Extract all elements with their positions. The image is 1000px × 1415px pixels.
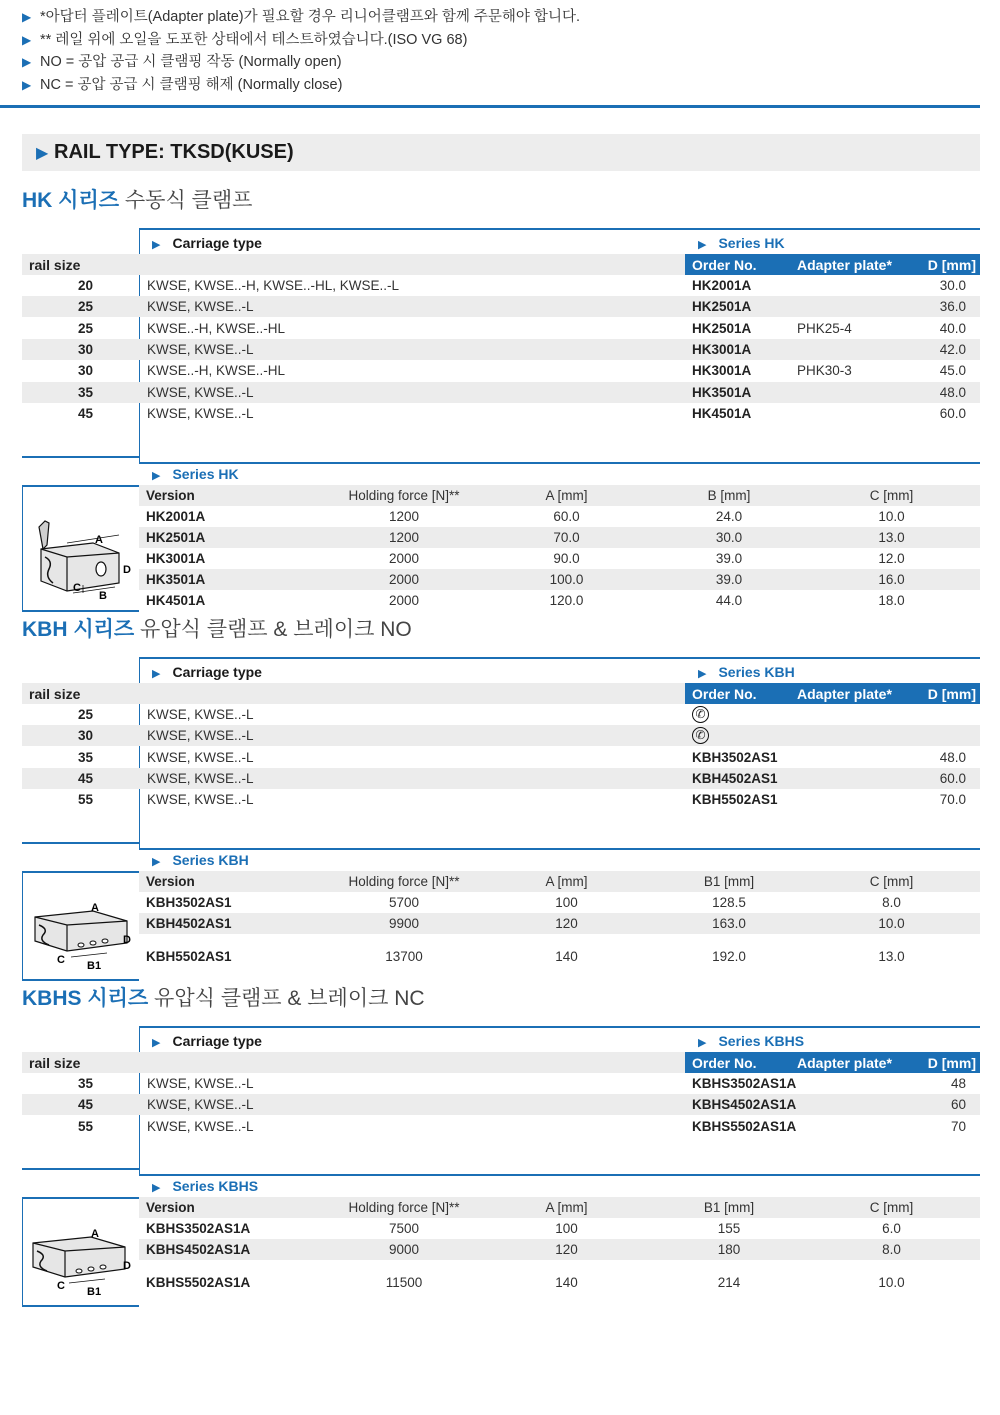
divider <box>139 1026 980 1028</box>
rail-size-header: rail size <box>29 256 81 273</box>
order-no-cell: HK2501A <box>692 299 752 315</box>
divider <box>22 456 139 458</box>
note-text: *아답터 플레이트(Adapter plate)가 필요할 경우 리니어클램프와 함께 주문해야 합니다. <box>40 9 580 25</box>
adapter-plate-cell: PHK30-3 <box>797 363 852 379</box>
series-label: Series HK <box>172 466 239 482</box>
kbhs-clamp-drawing <box>23 1199 139 1305</box>
adapter-plate-header: Adapter plate* <box>797 685 892 702</box>
holding-force-header: Holding force [N]** <box>348 488 460 503</box>
table-row <box>139 548 980 569</box>
note-text: NC = 공압 공급 시 클램핑 해제 (Normally close) <box>40 76 343 93</box>
triangle-right-icon: ▶ <box>22 55 32 69</box>
series-header <box>698 235 785 251</box>
b-mm-cell: 39.0 <box>715 572 743 587</box>
table-row <box>22 339 980 360</box>
section-title <box>22 615 980 645</box>
table-row <box>22 725 980 746</box>
holding-force-cell: 9000 <box>388 1242 420 1257</box>
carriage-type-header <box>152 664 262 680</box>
carriage-type-cell: KWSE, KWSE..-L <box>147 792 254 808</box>
d-mm-cell: 48.0 <box>939 384 966 400</box>
series-label: Series KBH <box>172 852 249 868</box>
c-mm-header: C [mm] <box>869 488 914 503</box>
holding-force-cell: 11500 <box>385 1275 423 1290</box>
d-mm-cell: 60 <box>950 1097 966 1113</box>
order-header <box>685 683 980 704</box>
table-row <box>139 569 980 590</box>
triangle-right-icon: ▶ <box>152 1037 161 1049</box>
rail-size-cell: 35 <box>77 1076 93 1091</box>
carriage-type-cell: KWSE, KWSE..-L <box>147 707 254 722</box>
a-mm-cell: 70.0 <box>553 530 580 545</box>
dim-a-label: A <box>91 1228 99 1240</box>
table-row <box>139 892 980 913</box>
order-no-cell: KBH5502AS1 <box>692 792 778 808</box>
adapter-plate-header: Adapter plate* <box>797 256 892 273</box>
c-mm-header: C [mm] <box>869 874 914 889</box>
a-mm-header: A [mm] <box>545 874 588 889</box>
version-cell: KBHS3502AS1A <box>146 1221 251 1236</box>
table-row <box>22 275 980 296</box>
series-label: Series HK <box>718 235 785 251</box>
clamp-image-box <box>22 485 139 612</box>
carriage-type-cell: KWSE, KWSE..-L <box>147 1118 254 1134</box>
triangle-right-icon: ▶ <box>22 77 32 92</box>
carriage-type-label: Carriage type <box>172 664 262 680</box>
series-label: Series KBHS <box>172 1178 259 1194</box>
c-mm-cell: 10.0 <box>878 1275 905 1290</box>
b1-mm-header: B1 [mm] <box>703 1200 755 1215</box>
version-cell: HK3501A <box>146 572 206 587</box>
divider <box>22 842 139 844</box>
a-mm-header: A [mm] <box>545 1200 588 1215</box>
a-mm-cell: 120.0 <box>549 593 584 608</box>
order-no-cell: KBH4502AS1 <box>692 770 778 786</box>
triangle-right-icon: ▶ <box>698 668 707 680</box>
phone-icon: ✆ <box>692 727 709 744</box>
order-no-cell: KBHS3502AS1A <box>692 1076 797 1091</box>
section-title-rest: 수동식 클램프 <box>119 189 253 212</box>
note-item <box>22 74 982 97</box>
version-cell: KBH3502AS1 <box>146 895 232 910</box>
order-no-cell: HK3001A <box>692 341 752 357</box>
a-mm-cell: 90.0 <box>553 551 580 566</box>
a-mm-cell: 140 <box>555 949 578 964</box>
dim-a-label: A <box>95 534 103 546</box>
dim-d-label: D <box>123 934 131 946</box>
note-item <box>22 29 982 52</box>
d-mm-cell: 45.0 <box>939 363 966 379</box>
carriage-type-cell: KWSE, KWSE..-L <box>147 384 254 400</box>
d-mm-cell: 30.0 <box>939 278 966 293</box>
rail-size-header: rail size <box>29 1054 81 1071</box>
order-no-cell: HK2001A <box>692 278 752 293</box>
table-row <box>139 527 980 548</box>
a-mm-cell: 120 <box>555 916 578 931</box>
version-header-row <box>139 1197 980 1218</box>
series-label: Series KBHS <box>718 1033 805 1049</box>
dim-c-label: C <box>73 582 81 594</box>
divider <box>139 228 980 230</box>
triangle-right-icon: ▶ <box>22 32 32 47</box>
table-row <box>22 296 980 317</box>
table-row <box>139 506 980 527</box>
divider <box>22 1168 139 1170</box>
carriage-type-cell: KWSE..-H, KWSE..-HL <box>147 363 286 379</box>
a-mm-cell: 100 <box>555 895 578 910</box>
c-mm-cell: 10.0 <box>878 509 905 524</box>
b-mm-cell: 24.0 <box>715 509 743 524</box>
c-mm-cell: 16.0 <box>878 572 905 587</box>
order-no-cell <box>685 706 797 723</box>
carriage-type-cell: KWSE, KWSE..-L <box>147 405 254 421</box>
notes-list <box>22 6 982 96</box>
order-no-cell <box>685 727 797 744</box>
version-cell: KBHS5502AS1A <box>146 1275 251 1290</box>
d-mm-cell: 70 <box>950 1118 966 1134</box>
clamp-image-box <box>22 1197 139 1307</box>
rail-size-cell: 25 <box>77 320 93 336</box>
c-mm-cell: 8.0 <box>882 895 901 910</box>
d-mm-cell: 60.0 <box>939 405 966 421</box>
carriage-type-cell: KWSE, KWSE..-L <box>147 749 254 765</box>
b-mm-cell: 39.0 <box>715 551 743 566</box>
divider <box>0 105 980 108</box>
kbh-section <box>22 615 980 985</box>
table-row <box>22 403 980 424</box>
holding-force-cell: 2000 <box>388 572 420 587</box>
c-mm-cell: 8.0 <box>882 1242 901 1257</box>
holding-force-cell: 7500 <box>388 1221 420 1236</box>
triangle-right-icon: ▶ <box>152 1182 161 1194</box>
rail-size-cell: 45 <box>77 770 93 786</box>
hk-table <box>22 216 980 616</box>
order-header <box>685 1052 980 1073</box>
rail-size-cell: 35 <box>77 384 93 400</box>
d-mm-cell: 36.0 <box>939 299 966 315</box>
table-row <box>22 768 980 789</box>
order-no-cell: HK3501A <box>692 384 752 400</box>
series-subheader <box>152 466 239 482</box>
c-mm-cell: 10.0 <box>878 916 905 931</box>
hk-clamp-drawing <box>23 487 139 610</box>
holding-force-cell: 2000 <box>388 593 420 608</box>
dim-c-label: C <box>57 1280 65 1292</box>
table-row <box>139 1272 980 1293</box>
divider <box>139 1174 980 1176</box>
rail-size-cell: 30 <box>77 341 93 357</box>
table-row <box>22 1116 980 1137</box>
rail-size-cell: 20 <box>77 278 93 293</box>
a-mm-header: A [mm] <box>545 488 588 503</box>
a-mm-cell: 100 <box>555 1221 578 1236</box>
version-cell: HK2001A <box>146 509 206 524</box>
dim-b1-label: B1 <box>87 1286 102 1298</box>
version-cell: KBH4502AS1 <box>146 916 232 931</box>
divider <box>139 657 980 659</box>
section-title <box>22 186 980 216</box>
rail-size-cell: 25 <box>77 707 93 722</box>
series-header <box>698 1033 804 1049</box>
dim-c-label: C <box>57 954 65 966</box>
note-item <box>22 6 982 29</box>
series-label: Series KBH <box>718 664 795 680</box>
rail-size-cell: 25 <box>77 299 93 315</box>
d-mm-cell: 48.0 <box>939 749 966 765</box>
kbhs-table <box>22 1014 980 1314</box>
series-subheader <box>152 1178 258 1194</box>
version-header: Version <box>146 874 195 889</box>
note-item <box>22 51 982 74</box>
table-row <box>22 360 980 381</box>
carriage-type-cell: KWSE, KWSE..-L <box>147 299 254 315</box>
holding-force-cell: 1200 <box>388 509 420 524</box>
b-mm-cell: 192.0 <box>712 949 746 964</box>
holding-force-cell: 2000 <box>388 551 420 566</box>
b-mm-cell: 180 <box>717 1242 741 1257</box>
table-row <box>22 747 980 768</box>
rail-size-header: rail size <box>29 685 81 702</box>
version-header-row <box>139 485 980 506</box>
carriage-type-label: Carriage type <box>172 235 262 251</box>
order-no-header: Order No. <box>692 1054 757 1071</box>
section-title-bold: KBHS 시리즈 <box>22 987 149 1010</box>
table-row <box>139 913 980 934</box>
table-row <box>22 704 980 725</box>
b1-mm-header: B1 [mm] <box>703 874 755 889</box>
triangle-right-icon: ▶ <box>698 1037 707 1049</box>
section-title <box>22 984 980 1014</box>
rail-size-cell: 55 <box>77 1118 93 1134</box>
holding-force-header: Holding force [N]** <box>348 1200 460 1215</box>
carriage-type-cell: KWSE..-H, KWSE..-HL <box>147 320 286 336</box>
version-cell: HK4501A <box>146 593 206 608</box>
triangle-right-icon: ▶ <box>152 239 161 251</box>
table-row <box>22 382 980 403</box>
table-row <box>22 1073 980 1094</box>
b-mm-cell: 155 <box>717 1221 741 1236</box>
rail-size-cell: 45 <box>77 405 93 421</box>
order-no-cell: KBHS4502AS1A <box>692 1097 797 1113</box>
b-mm-cell: 30.0 <box>715 530 743 545</box>
table-row <box>139 946 980 967</box>
table-row <box>22 1094 980 1115</box>
adapter-plate-cell: PHK25-4 <box>797 320 852 336</box>
dim-a-label: A <box>91 902 99 914</box>
order-no-cell: HK4501A <box>692 405 752 421</box>
order-no-header: Order No. <box>692 256 757 273</box>
section-title-rest: 유압식 클램프 & 브레이크 NO <box>134 618 412 641</box>
d-mm-cell: 42.0 <box>939 341 966 357</box>
section-title-rest: 유압식 클램프 & 브레이크 NC <box>148 987 425 1010</box>
version-cell: HK2501A <box>146 530 206 545</box>
b-mm-cell: 128.5 <box>712 895 746 910</box>
divider <box>139 848 980 850</box>
version-cell: KBH5502AS1 <box>146 949 232 964</box>
hk-section <box>22 186 980 616</box>
b-mm-header: B [mm] <box>707 488 751 503</box>
a-mm-cell: 120 <box>555 1242 578 1257</box>
version-cell: KBHS4502AS1A <box>146 1242 251 1257</box>
c-mm-cell: 13.0 <box>878 949 905 964</box>
holding-force-header: Holding force [N]** <box>348 874 460 889</box>
rail-size-cell: 30 <box>77 363 93 379</box>
rail-size-cell: 45 <box>77 1097 93 1113</box>
carriage-type-header <box>152 1033 262 1049</box>
phone-icon: ✆ <box>692 706 709 723</box>
carriage-type-cell: KWSE, KWSE..-L <box>147 1097 254 1113</box>
carriage-type-label: Carriage type <box>172 1033 262 1049</box>
triangle-right-icon: ▶ <box>152 470 161 482</box>
order-no-cell: HK3001A <box>692 363 752 379</box>
dim-d-label: D <box>123 564 131 576</box>
triangle-right-icon: ▶ <box>152 668 161 680</box>
adapter-plate-header: Adapter plate* <box>797 1054 892 1071</box>
d-mm-cell: 70.0 <box>939 792 966 808</box>
c-mm-cell: 6.0 <box>882 1221 901 1236</box>
rail-size-cell: 30 <box>77 728 93 744</box>
d-mm-header: D [mm] <box>927 256 976 273</box>
section-title-bold: HK 시리즈 <box>22 189 120 212</box>
order-no-cell: KBHS5502AS1A <box>692 1118 797 1134</box>
rail-type-banner <box>22 134 980 171</box>
a-mm-cell: 100.0 <box>549 572 584 587</box>
d-mm-header: D [mm] <box>927 1054 976 1071</box>
version-header: Version <box>146 1200 195 1215</box>
c-mm-header: C [mm] <box>869 1200 914 1215</box>
a-mm-cell: 140 <box>555 1275 578 1290</box>
note-text: NO = 공압 공급 시 클램핑 작동 (Normally open) <box>40 54 342 70</box>
dim-b1-label: B1 <box>87 960 102 972</box>
triangle-right-icon: ▶ <box>36 144 49 162</box>
rail-type-title: RAIL TYPE: TKSD(KUSE) <box>54 141 294 163</box>
clamp-image-box <box>22 871 139 981</box>
kbh-clamp-drawing <box>23 873 139 979</box>
version-header-row <box>139 871 980 892</box>
kbhs-section <box>22 984 980 1314</box>
rail-size-cell: 55 <box>77 792 93 808</box>
table-row <box>139 590 980 611</box>
divider <box>139 462 980 464</box>
table-row <box>139 1218 980 1239</box>
kbh-table <box>22 645 980 985</box>
rail-size-cell: 35 <box>77 749 93 765</box>
series-header <box>698 664 795 680</box>
triangle-right-icon: ▶ <box>698 239 707 251</box>
triangle-right-icon: ▶ <box>22 10 32 24</box>
d-mm-cell: 60.0 <box>939 770 966 786</box>
table-row <box>22 318 980 339</box>
order-no-cell: KBH3502AS1 <box>692 749 778 765</box>
c-mm-cell: 13.0 <box>878 530 905 545</box>
triangle-right-icon: ▶ <box>152 856 161 868</box>
d-mm-cell: 40.0 <box>939 320 966 336</box>
a-mm-cell: 60.0 <box>553 509 580 524</box>
section-title-bold: KBH 시리즈 <box>22 618 135 641</box>
holding-force-cell: 9900 <box>388 916 420 931</box>
order-no-header: Order No. <box>692 685 757 702</box>
table-row <box>22 789 980 810</box>
version-header: Version <box>146 488 195 503</box>
c-mm-cell: 12.0 <box>878 551 905 566</box>
carriage-type-header <box>152 235 262 251</box>
carriage-type-cell: KWSE, KWSE..-L <box>147 341 254 357</box>
b-mm-cell: 214 <box>717 1275 741 1290</box>
b-mm-cell: 163.0 <box>712 916 746 931</box>
holding-force-cell: 5700 <box>388 895 420 910</box>
table-row <box>139 1239 980 1260</box>
holding-force-cell: 1200 <box>388 530 420 545</box>
c-mm-cell: 18.0 <box>878 593 905 608</box>
d-mm-header: D [mm] <box>927 685 976 702</box>
carriage-type-cell: KWSE, KWSE..-H, KWSE..-HL, KWSE..-L <box>147 278 400 293</box>
dim-b-label: B <box>99 590 107 602</box>
b-mm-cell: 44.0 <box>715 593 743 608</box>
series-subheader <box>152 852 249 868</box>
holding-force-cell: 13700 <box>385 949 423 964</box>
order-no-cell: HK2501A <box>692 320 752 336</box>
carriage-type-cell: KWSE, KWSE..-L <box>147 728 254 744</box>
d-mm-cell: 48 <box>950 1076 966 1091</box>
version-cell: HK3001A <box>146 551 206 566</box>
carriage-type-cell: KWSE, KWSE..-L <box>147 1076 254 1091</box>
carriage-type-cell: KWSE, KWSE..-L <box>147 770 254 786</box>
dim-d-label: D <box>123 1260 131 1272</box>
note-text: ** 레일 위에 오일을 도포한 상태에서 테스트하였습니다.(ISO VG 68) <box>40 31 468 48</box>
order-header <box>685 254 980 275</box>
